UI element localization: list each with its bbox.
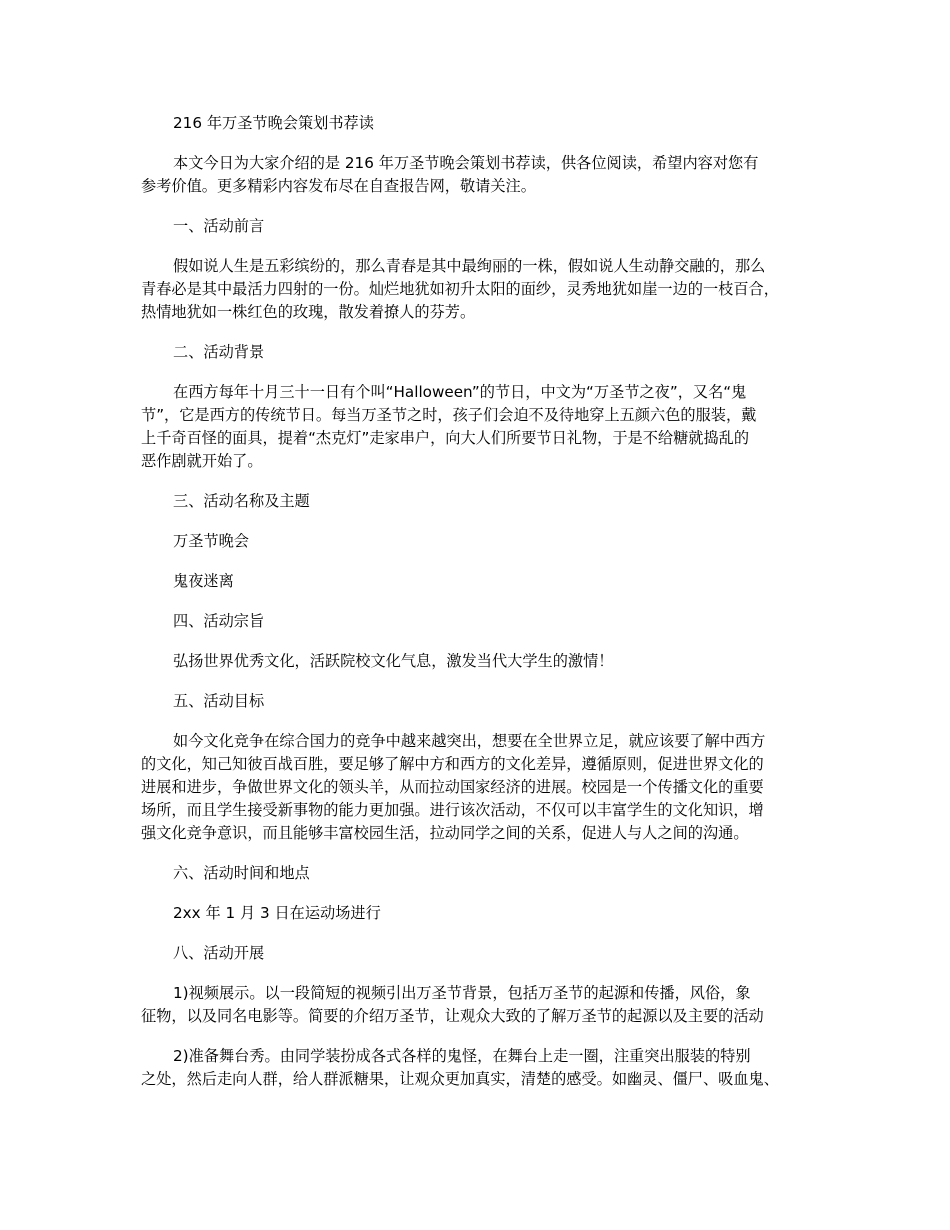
- section-paragraph: [141, 1045, 817, 1091]
- paragraph-line: 1)视频展示。以一段简短的视频引出万圣节背景，包括万圣节的起源和传播，风俗，象: [173, 984, 751, 1002]
- paragraph-line: 之处，然后走向人群，给人群派糖果，让观众更加真实，清楚的感受。如幽灵、僵尸、吸血鬼、: [141, 1070, 779, 1088]
- section-heading-goals: 五、活动目标: [173, 692, 265, 710]
- paragraph-line: 在西方每年十月三十一日有个叫“Halloween”的节日，中文为“万圣节之夜”，又名“鬼: [173, 383, 747, 401]
- section-paragraph: [141, 650, 817, 673]
- paragraph-line: 青春必是其中最活力四射的一份。灿烂地犹如初升太阳的面纱，灵秀地犹如崖一边的一枝百合，: [141, 280, 779, 298]
- paragraph-line: 弘扬世界优秀文化，活跃院校文化气息，激发当代大学生的激情！: [173, 652, 614, 670]
- paragraph-line: 的文化，知己知彼百战百胜，要足够了解中方和西方的文化差异，遵循原则，促进世界文化的: [141, 755, 764, 773]
- paragraph-line: 场所，而且学生接受新事物的能力更加强。进行该次活动，不仅可以丰富学生的文化知识，增: [141, 801, 764, 819]
- section-paragraph: [141, 982, 817, 1028]
- paragraph-line: 2)准备舞台秀。由同学装扮成各式各样的鬼怪，在舞台上走一圈，注重突出服装的特别: [173, 1047, 751, 1065]
- paragraph-line: 节”，它是西方的传统节日。每当万圣节之时，孩子们会迫不及待地穿上五颜六色的服装，戴: [141, 406, 757, 424]
- section-heading-name-theme: 三、活动名称及主题: [173, 492, 310, 510]
- paragraph-line: 强文化竞争意识，而且能够丰富校园生活，拉动同学之间的关系，促进人与人之间的沟通。: [141, 824, 749, 842]
- document-title: 216 年万圣节晚会策划书荐读: [173, 114, 374, 132]
- section-heading-preface: 一、活动前言: [173, 217, 265, 235]
- paragraph-line: 如今文化竞争在综合国力的竞争中越来越突出，想要在全世界立足，就应该要了解中西方: [173, 732, 766, 750]
- paragraph-line: 本文今日为大家介绍的是 216 年万圣节晚会策划书荐读，供各位阅读，希望内容对您有: [173, 154, 759, 172]
- section-paragraph: [141, 570, 817, 593]
- paragraph-line: 上千奇百怪的面具，提着“杰克灯”走家串户，向大人们所要节日礼物，于是不给糖就捣乱的: [141, 429, 750, 447]
- paragraph-line: 热情地犹如一株红色的玫瑰，散发着撩人的芬芳。: [141, 303, 476, 321]
- document-body: [141, 112, 817, 1108]
- paragraph-line: 假如说人生是五彩缤纷的，那么青春是其中最绚丽的一株，假如说人生动静交融的，那么: [173, 257, 766, 275]
- section-heading-purpose: 四、活动宗旨: [173, 612, 265, 630]
- paragraph-line: 进展和进步，争做世界文化的领头羊，从而拉动国家经济的进展。校园是一个传播文化的重要: [141, 778, 764, 796]
- section-paragraph: [141, 255, 817, 324]
- section-paragraph: [141, 730, 817, 845]
- section-heading-activities: 八、活动开展: [173, 944, 265, 962]
- paragraph-line: 征物，以及同名电影等。简要的介绍万圣节，让观众大致的了解万圣节的起源以及主要的活动: [141, 1007, 764, 1025]
- intro-paragraph: [141, 152, 817, 198]
- section-paragraph: [141, 530, 817, 553]
- paragraph-line: 参考价值。更多精彩内容发布尽在自查报告网，敬请关注。: [141, 177, 536, 195]
- section-paragraph: [141, 381, 817, 473]
- paragraph-line: 2xx 年 1 月 3 日在运动场进行: [173, 904, 381, 922]
- paragraph-line: 万圣节晚会: [173, 532, 249, 550]
- paragraph-line: 鬼夜迷离: [173, 572, 234, 590]
- paragraph-line: 恶作剧就开始了。: [141, 452, 263, 470]
- section-heading-time-place: 六、活动时间和地点: [173, 864, 310, 882]
- section-heading-background: 二、活动背景: [173, 343, 265, 361]
- section-paragraph: [141, 902, 817, 925]
